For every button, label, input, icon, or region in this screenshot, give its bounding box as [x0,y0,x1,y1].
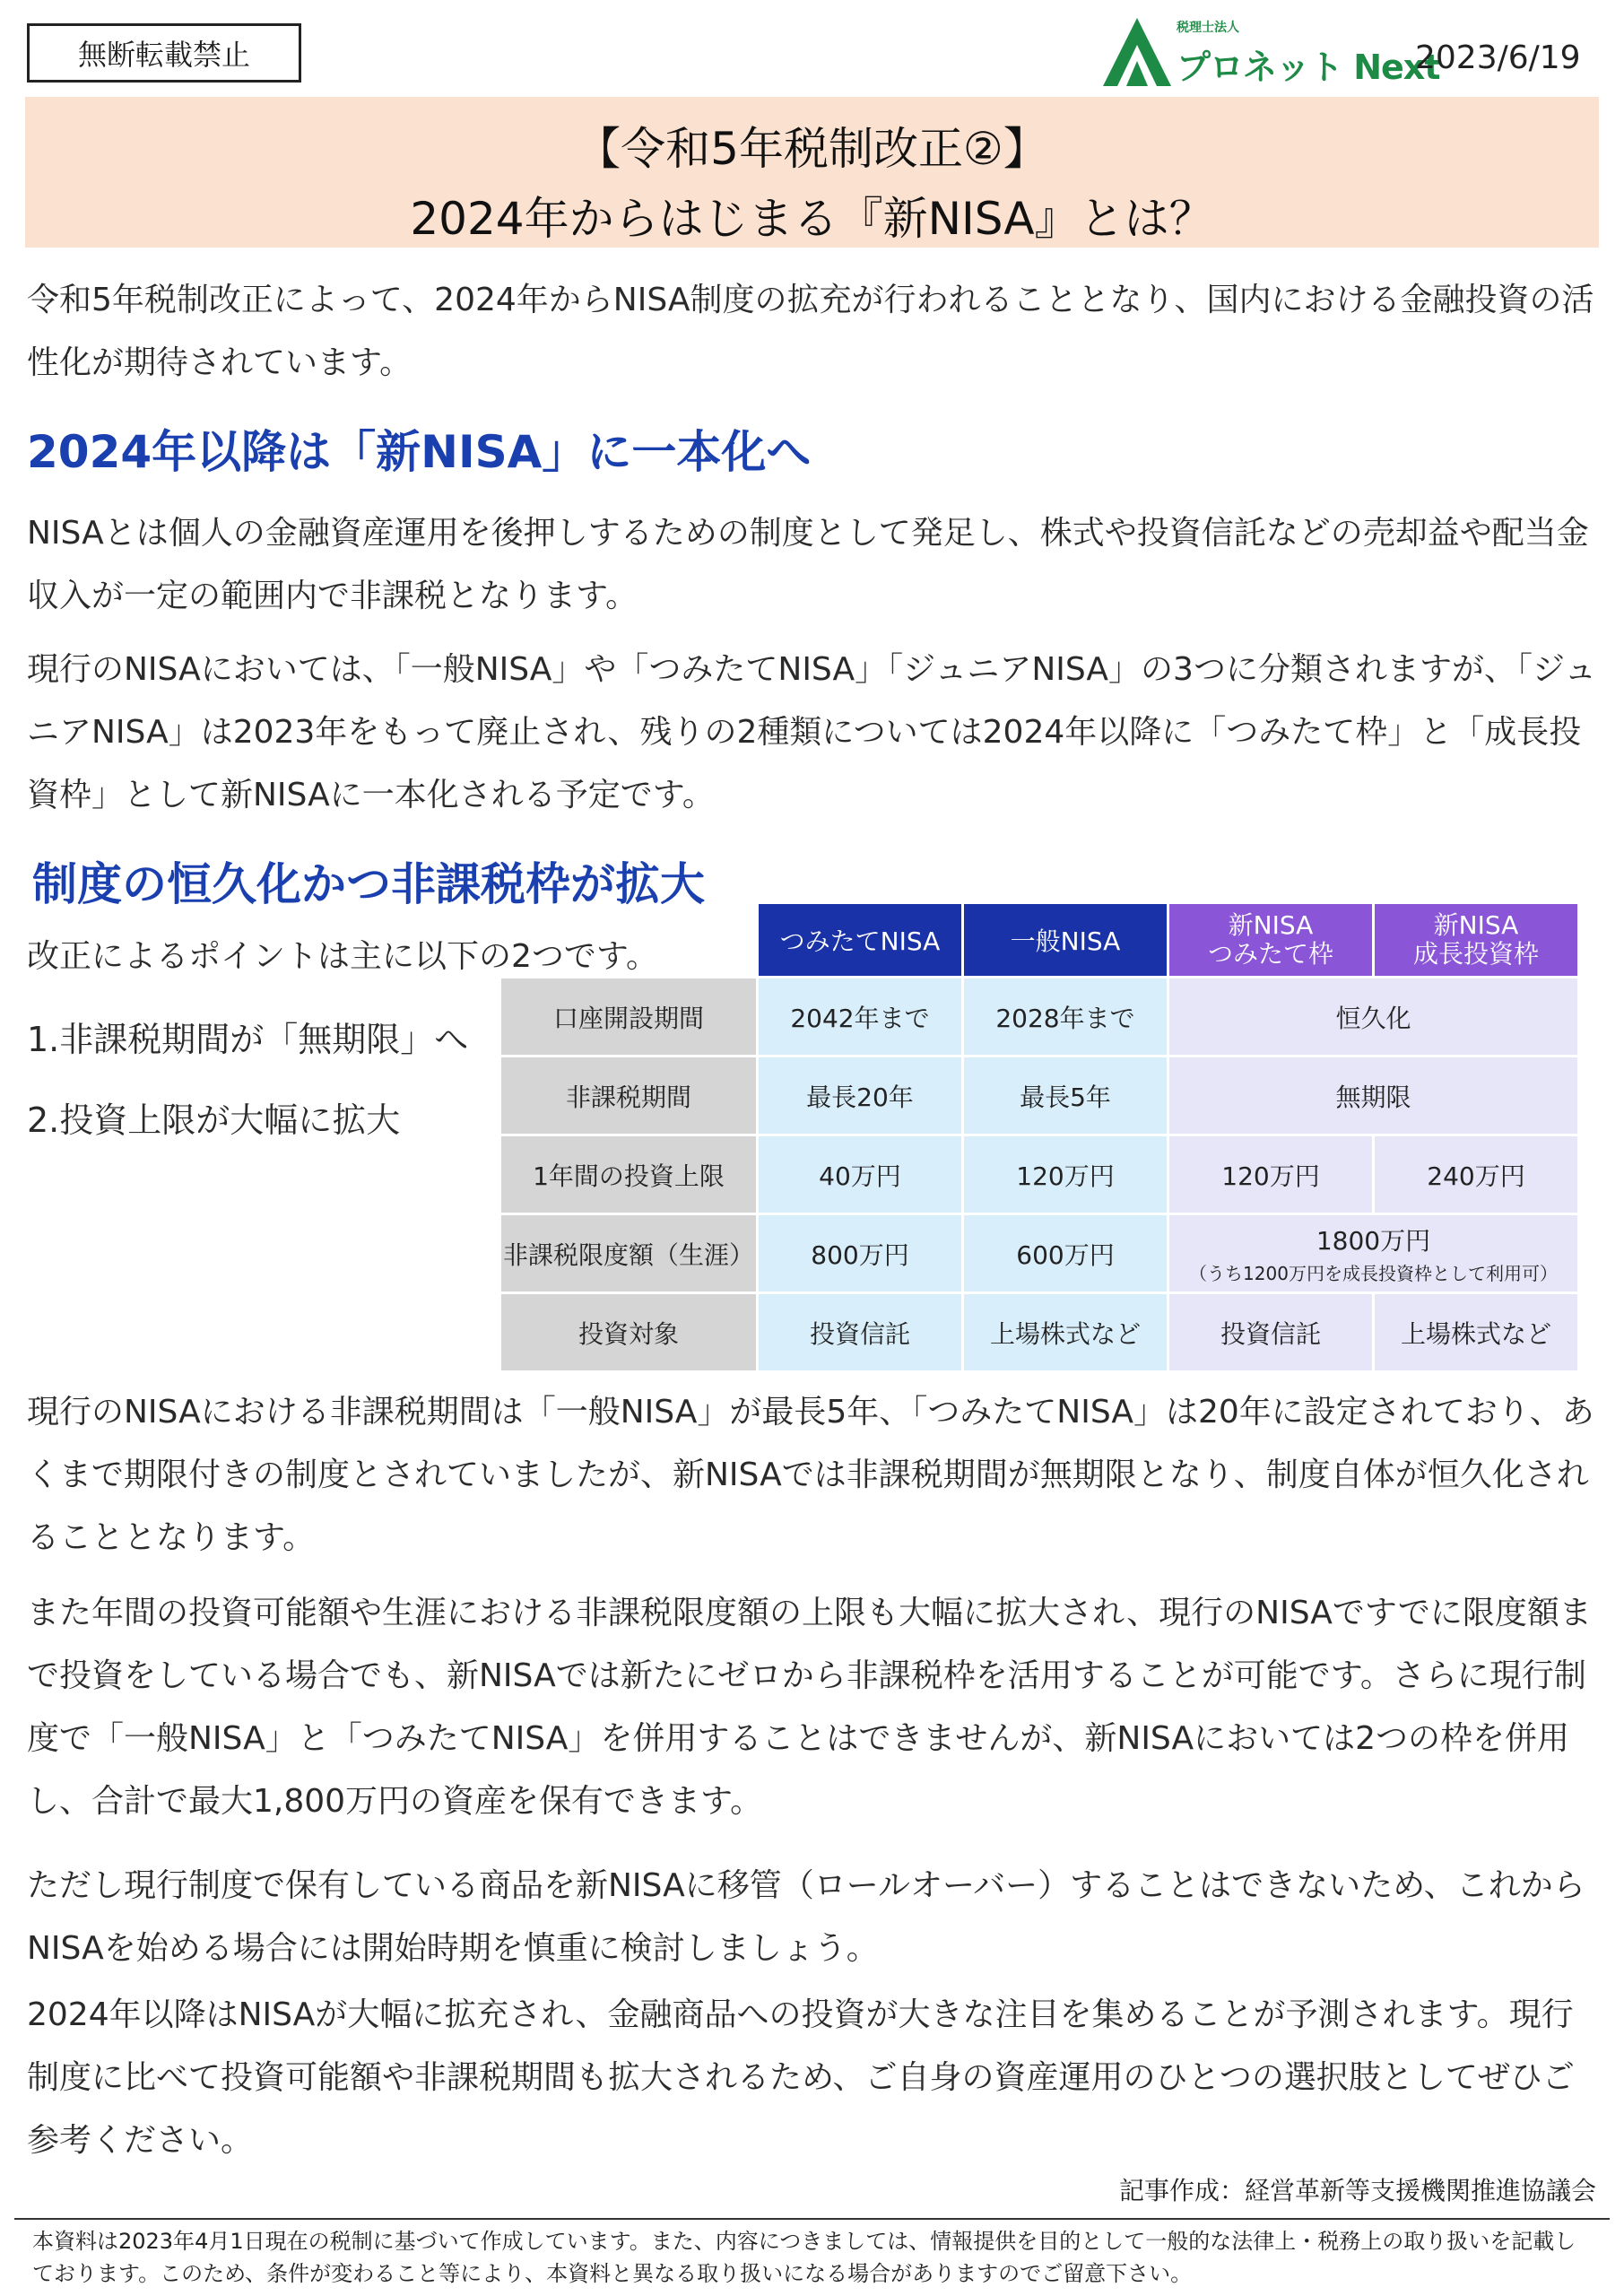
title-band [25,97,1599,248]
section1-paragraph-1 [27,502,1598,628]
table-corner [501,904,756,976]
point-2: 2.投資上限が大幅に拡大 [27,1100,401,1140]
table-cell: 600万円 [964,1215,1167,1292]
row-label: 1年間の投資上限 [501,1136,756,1213]
table-header-new-growth: 新NISA 成長投資枠 [1375,904,1577,976]
body-paragraph-2 [27,1582,1598,1833]
footer-divider [14,2218,1610,2220]
lifetime-limit-value: 1800万円 [1316,1226,1431,1256]
row-label: 投資対象 [501,1294,756,1370]
logo-subtitle: 税理士法人 [1177,21,1239,35]
body-text-1: 現行のNISAにおける非課税期間は「一般NISA」が最長5年、「つみたてNISA」は20年に設定されており、あくまで期限付きの制度とされていましたが、新NISAでは非課税期間が無期限となり、制度自体が恒久化されることとなります。 [27,1394,1594,1556]
table-cell: 2028年まで [964,978,1167,1055]
table-cell: 2042年まで [759,978,961,1055]
table-row [501,978,1577,1055]
table-header-tsumitate: つみたてNISA [759,904,961,976]
section1-text-1: NISAとは個人の金融資産運用を後押しするための制度として発足し、株式や投資信託などの売却益や配当金収入が一定の範囲内で非課税となります。 [27,515,1589,614]
body-text-4: 2024年以降はNISAが大幅に拡充され、金融商品への投資が大きな注目を集めることが予測されます。現行制度に比べて投資可能額や非課税期間も拡大されるため、ご自身の資産運用のひとつの選択肢としてぜひご参考ください。 [27,1996,1575,2159]
body-paragraph-1 [27,1381,1598,1570]
title-line-2: 2024年からはじまる『新NISA』とは？ [410,193,1214,245]
copyright-notice: 無断転載禁止 [77,38,250,72]
section-heading-1: 2024年以降は「新NISA」に一本化へ [27,426,812,478]
table-cell: 120万円 [1169,1136,1372,1213]
table-cell: 上場株式など [1375,1294,1577,1370]
table-row [501,1294,1577,1370]
row-label: 非課税期間 [501,1057,756,1134]
body-paragraph-3 [27,1855,1598,1980]
point-1: 1.非課税期間が「無期限」へ [27,1020,469,1059]
row-label: 非課税限度額（生涯） [501,1215,756,1292]
intro-text: 令和5年税制改正によって、2024年からNISA制度の拡充が行われることとなり、国内における金融投資の活性化が期待されています。 [27,282,1594,381]
table-cell-merged: 無期限 [1169,1057,1577,1134]
table-cell: 240万円 [1375,1136,1577,1213]
table-cell: 120万円 [964,1136,1167,1213]
table-header-ippan: 一般NISA [964,904,1167,976]
body-paragraph-4 [27,1984,1598,2172]
company-logo [1101,13,1440,90]
table-cell-merged [1169,1215,1577,1292]
table-cell: 最長20年 [759,1057,961,1134]
lifetime-limit-note: （うち1200万円を成長投資枠として利用可） [1189,1263,1558,1284]
body-text-3: ただし現行制度で保有している商品を新NISAに移管（ロールオーバー）することはできないため、これからNISAを始める場合には開始時期を慎重に検討しましょう。 [27,1867,1585,1967]
table-cell: 800万円 [759,1215,961,1292]
publish-date: 2023/6/19 [1415,39,1581,76]
table-cell: 上場株式など [964,1294,1167,1370]
table-row [501,1057,1577,1134]
body-text-2: また年間の投資可能額や生涯における非課税限度額の上限も大幅に拡大され、現行のNISAですでに限度額まで投資をしている場合でも、新NISAでは新たにゼロから非課税枠を活用することが可能です。さらに現行制度で「一般NISA」と「つみたてNISA」を併用することはできませんが、新NISAにおいては2つの枠を併用し、合計で最大1,800万円の資産を保有できます。 [27,1595,1592,1820]
nisa-comparison-table [499,901,1580,1373]
logo-name: プロネット Next [1177,48,1440,87]
points-lead: 改正によるポイントは主に以下の2つです。 [27,938,659,975]
copyright-notice-box [27,23,301,83]
table-cell: 投資信託 [1169,1294,1372,1370]
disclaimer-footer: 本資料は2023年4月1日現在の税制に基づいて作成しています。また、内容につきましては、情報提供を目的として一般的な法律上・税務上の取り扱いを記載しております。このため、条件が変わること等により、本資料と異なる取り扱いになる場合がありますのでご留意下さい。 [32,2229,1576,2286]
section-heading-2: 制度の恒久化かつ非課税枠が拡大 [32,858,705,910]
table-cell: 40万円 [759,1136,961,1213]
title-line-1: 【令和5年税制改正②】 [576,123,1048,175]
table-cell-merged: 恒久化 [1169,978,1577,1055]
table-row [501,1136,1577,1213]
section1-paragraph-2 [27,639,1598,827]
table-cell: 最長5年 [964,1057,1167,1134]
table-row [501,1215,1577,1292]
article-credit: 記事作成：経営革新等支援機関推進協議会 [1118,2176,1596,2205]
section1-text-2: 現行のNISAにおいては、「一般NISA」や「つみたてNISA」「ジュニアNISA」の3つに分類されますが、「ジュニアNISA」は2023年をもって廃止され、残りの2種類については2024年以降に「つみたて枠」と「成長投資枠」として新NISAに一本化される予定です。 [27,651,1597,813]
row-label: 口座開設期間 [501,978,756,1055]
intro-paragraph [27,269,1598,395]
table-cell: 投資信託 [759,1294,961,1370]
logo-mark-icon [1101,16,1173,88]
table-header-new-tsumitate: 新NISA つみたて枠 [1169,904,1372,976]
